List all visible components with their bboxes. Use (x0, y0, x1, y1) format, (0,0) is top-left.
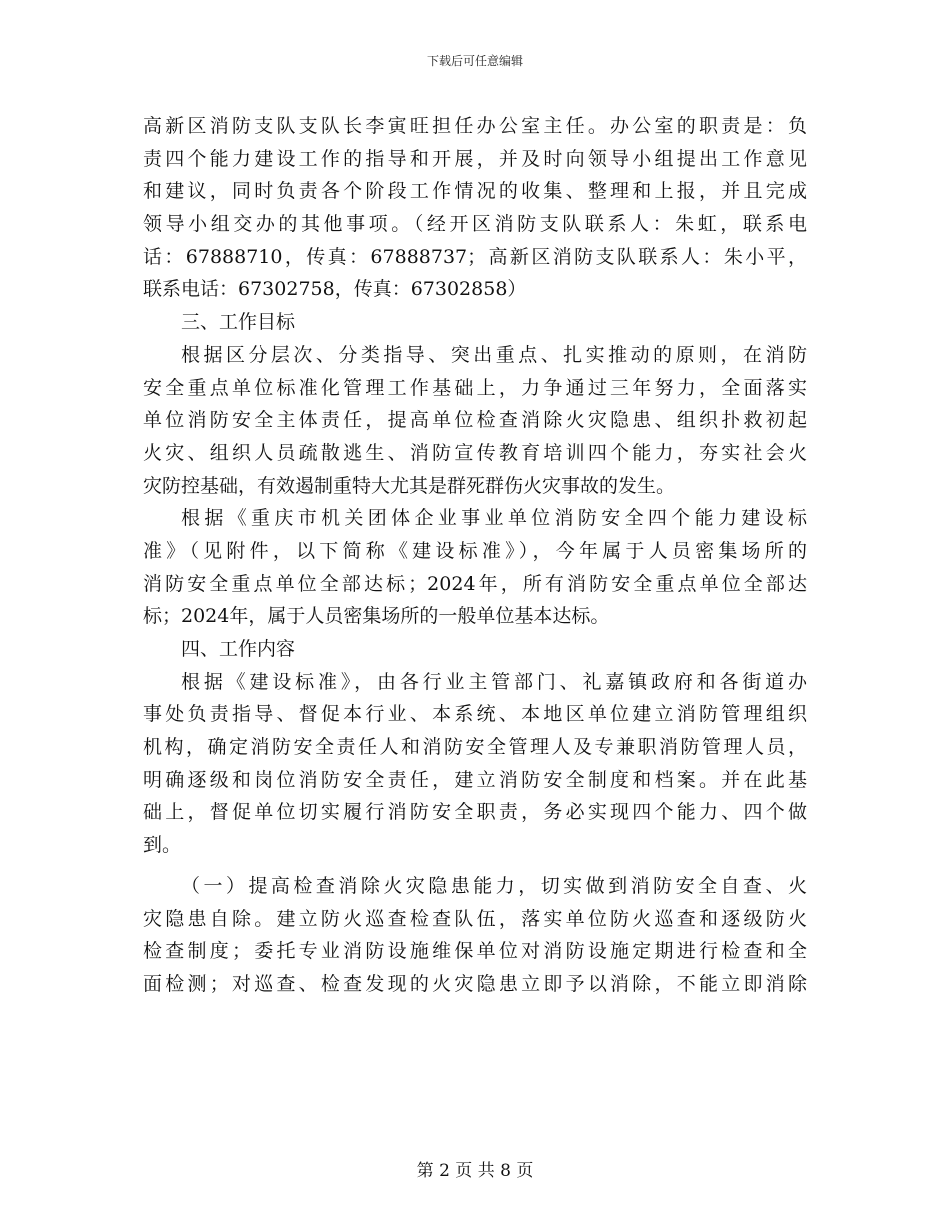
body-line: 标；2024年，属于人员密集场所的一般单位基本达标。 (143, 605, 610, 628)
body-line: 根据《建设标准》，由各行业主管部门、礼嘉镇政府和各街道办 (181, 670, 807, 693)
body-line: 机构，确定消防安全责任人和消防安全管理人及专兼职消防管理人员， (143, 736, 807, 759)
body-line: 根据区分层次、分类指导、突出重点、扎实推动的原则，在消防 (181, 343, 807, 366)
body-line: 础上，督促单位切实履行消防安全职责，务必实现四个能力、四个做 (143, 801, 807, 824)
page-footer: 第 2 页 共 8 页 (416, 1161, 534, 1181)
body-line: 联系电话：67302758，传真：67302858） (143, 278, 527, 301)
body-line: 和建议，同时负责各个阶段工作情况的收集、整理和上报，并且完成 (143, 180, 807, 203)
section-heading: 三、工作目标 (181, 311, 296, 334)
body-line: 面检测；对巡查、检查发现的火灾隐患立即予以消除，不能立即消除 (143, 972, 807, 995)
body-line: 话：67888710，传真：67888737；高新区消防支队联系人：朱小平， (143, 245, 807, 268)
body-line: 到。 (143, 834, 182, 857)
body-line: 高新区消防支队支队长李寅旺担任办公室主任。办公室的职责是：负 (143, 115, 807, 137)
page-header: 下载后可任意编辑 (426, 54, 523, 68)
body-line: 消防安全重点单位全部达标；2024年，所有消防安全重点单位全部达 (143, 572, 807, 595)
body-line: 明确逐级和岗位消防安全责任，建立消防安全制度和档案。并在此基 (143, 768, 807, 791)
body-line: 灾防控基础，有效遏制重特大尤其是群死群伤火灾事故的发生。 (143, 474, 676, 497)
body-line: （一）提高检查消除火灾隐患能力，切实做到消防安全自查、火 (181, 874, 807, 897)
body-line: 单位消防安全主体责任，提高单位检查消除火灾隐患、组织扑救初起 (143, 409, 807, 432)
body-line: 责四个能力建设工作的指导和开展，并及时向领导小组提出工作意见 (143, 147, 807, 170)
body-line: 火灾、组织人员疏散逃生、消防宣传教育培训四个能力，夯实社会火 (143, 441, 807, 464)
body-line: 事处负责指导、督促本行业、本系统、本地区单位建立消防管理组织 (143, 703, 807, 726)
section-heading: 四、工作内容 (181, 638, 296, 660)
body-line: 领导小组交办的其他事项。（经开区消防支队联系人：朱虹，联系电 (143, 213, 807, 236)
document-body (143, 110, 807, 1001)
body-line: 根据《重庆市机关团体企业事业单位消防安全四个能力建设标 (181, 507, 807, 530)
body-line: 准》（见附件，以下简称《建设标准》），今年属于人员密集场所的 (143, 539, 807, 562)
body-line: 检查制度；委托专业消防设施维保单位对消防设施定期进行检查和全 (143, 940, 807, 963)
body-line: 安全重点单位标准化管理工作基础上，力争通过三年努力，全面落实 (143, 376, 807, 399)
body-line: 灾隐患自除。建立防火巡查检查队伍，落实单位防火巡查和逐级防火 (143, 907, 807, 930)
